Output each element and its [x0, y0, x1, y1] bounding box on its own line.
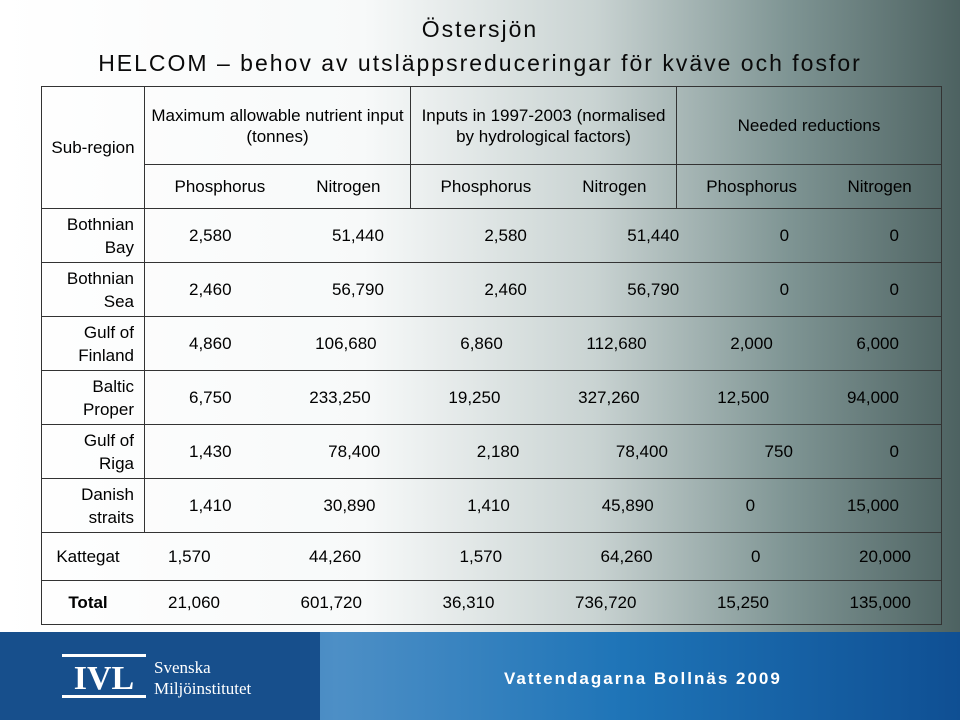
row-values [145, 317, 942, 371]
table-row [42, 425, 942, 479]
total-value: 36,310 [442, 592, 495, 612]
column-header: Nitrogen [847, 176, 912, 196]
cell-value: 0 [751, 546, 761, 566]
cell-value: 51,440 [627, 225, 680, 245]
cell-value: 44,260 [309, 546, 362, 566]
cell-value: 4,860 [189, 333, 232, 353]
svg-text:IVL: IVL [73, 660, 135, 697]
cell-value: 51,440 [331, 225, 384, 245]
column-header: Nitrogen [582, 176, 647, 196]
cell-value: 0 [779, 225, 790, 245]
cell-value: 45,890 [601, 495, 654, 515]
subregion-header [42, 87, 145, 209]
cell-value: 78,400 [615, 441, 668, 461]
total-value: 21,060 [168, 592, 220, 612]
event-label: Vattendagarna Bollnäs 2009 [504, 669, 782, 688]
cell-value: 0 [889, 279, 899, 299]
subheader-reductions [677, 165, 942, 209]
row-values [145, 209, 942, 263]
cell-value: 2,460 [189, 279, 232, 299]
group-header-reductions: Needed reductions [677, 87, 942, 165]
column-header: Phosphorus [174, 176, 266, 196]
cell-value: 327,260 [578, 387, 640, 407]
cell-value: 12,500 [717, 387, 770, 407]
cell-value: 0 [779, 279, 790, 299]
column-header: Phosphorus [440, 176, 532, 196]
group-header-max: Maximum allowable nutrient input (tonnes) [145, 87, 411, 165]
table-row [42, 479, 942, 533]
footer-bar [0, 632, 960, 720]
cell-value: 56,790 [627, 279, 680, 299]
region-label: Kattegat [56, 546, 120, 566]
total-value: 15,250 [716, 592, 769, 612]
cell-value: 1,410 [467, 495, 510, 515]
cell-value: 1,410 [189, 495, 232, 515]
cell-value: 6,000 [856, 333, 899, 353]
cell-value: 2,580 [484, 225, 527, 245]
row-values [145, 479, 942, 533]
cell-value: 1,430 [189, 441, 232, 461]
region-label: Gulf of Finland [42, 317, 145, 371]
cell-value: 19,250 [448, 387, 501, 407]
subregion-header-text: Sub-region [51, 138, 135, 157]
region-label: Gulf of Riga [42, 425, 145, 479]
cell-value: 750 [764, 441, 793, 461]
cell-value: 30,890 [323, 495, 376, 515]
kattegat-row-cell [42, 533, 942, 581]
cell-value: 2,180 [476, 441, 520, 461]
column-header: Nitrogen [316, 176, 381, 196]
row-values [145, 371, 942, 425]
cell-value: 0 [889, 225, 899, 245]
total-value: 601,720 [300, 592, 362, 612]
cell-value: 56,790 [331, 279, 384, 299]
total-value: 135,000 [849, 592, 911, 612]
cell-value: 6,860 [460, 333, 503, 353]
region-label: Bothnian Bay [42, 209, 145, 263]
total-row-cell [42, 581, 942, 625]
cell-value: 1,570 [168, 546, 211, 566]
cell-value: 106,680 [315, 333, 377, 353]
region-label: Bothnian Sea [42, 263, 145, 317]
total-label: Total [68, 592, 108, 612]
org-name-line1: Svenska [154, 658, 211, 677]
cell-value: 233,250 [309, 387, 371, 407]
region-label: Danish straits [42, 479, 145, 533]
cell-value: 112,680 [586, 333, 647, 353]
group-header-inputs: Inputs in 1997-2003 (normalised by hydrological factors) [411, 87, 677, 165]
cell-value: 64,260 [600, 546, 653, 566]
column-header: Phosphorus [706, 176, 797, 196]
total-row [42, 581, 942, 625]
reductions-table [41, 86, 942, 625]
cell-value: 1,570 [459, 546, 503, 566]
cell-value: 78,400 [328, 441, 381, 461]
cell-value: 6,750 [189, 387, 232, 407]
cell-value: 2,460 [484, 279, 527, 299]
ivl-logo-mark [62, 654, 146, 698]
table-row [42, 533, 942, 581]
subheader-max [145, 165, 411, 209]
row-values [145, 425, 942, 479]
cell-value: 15,000 [846, 495, 899, 515]
slide-title: Östersjön [421, 16, 539, 42]
cell-value: 2,580 [189, 225, 232, 245]
ivl-logo [0, 632, 320, 720]
org-name-line2: Miljöinstitutet [154, 679, 252, 698]
row-values [145, 263, 942, 317]
cell-value: 94,000 [846, 387, 899, 407]
slide-subtitle: HELCOM – behov av utsläppsreduceringar för kväve och fosfor [98, 50, 862, 76]
cell-value: 20,000 [858, 546, 911, 566]
cell-value: 2,000 [730, 333, 773, 353]
region-label: Baltic Proper [42, 371, 145, 425]
subheader-inputs [411, 165, 677, 209]
table-row [42, 209, 942, 263]
cell-value: 0 [745, 495, 756, 515]
table-row [42, 371, 942, 425]
table-row [42, 317, 942, 371]
table-row [42, 263, 942, 317]
total-value: 736,720 [575, 592, 637, 612]
cell-value: 0 [889, 441, 899, 461]
